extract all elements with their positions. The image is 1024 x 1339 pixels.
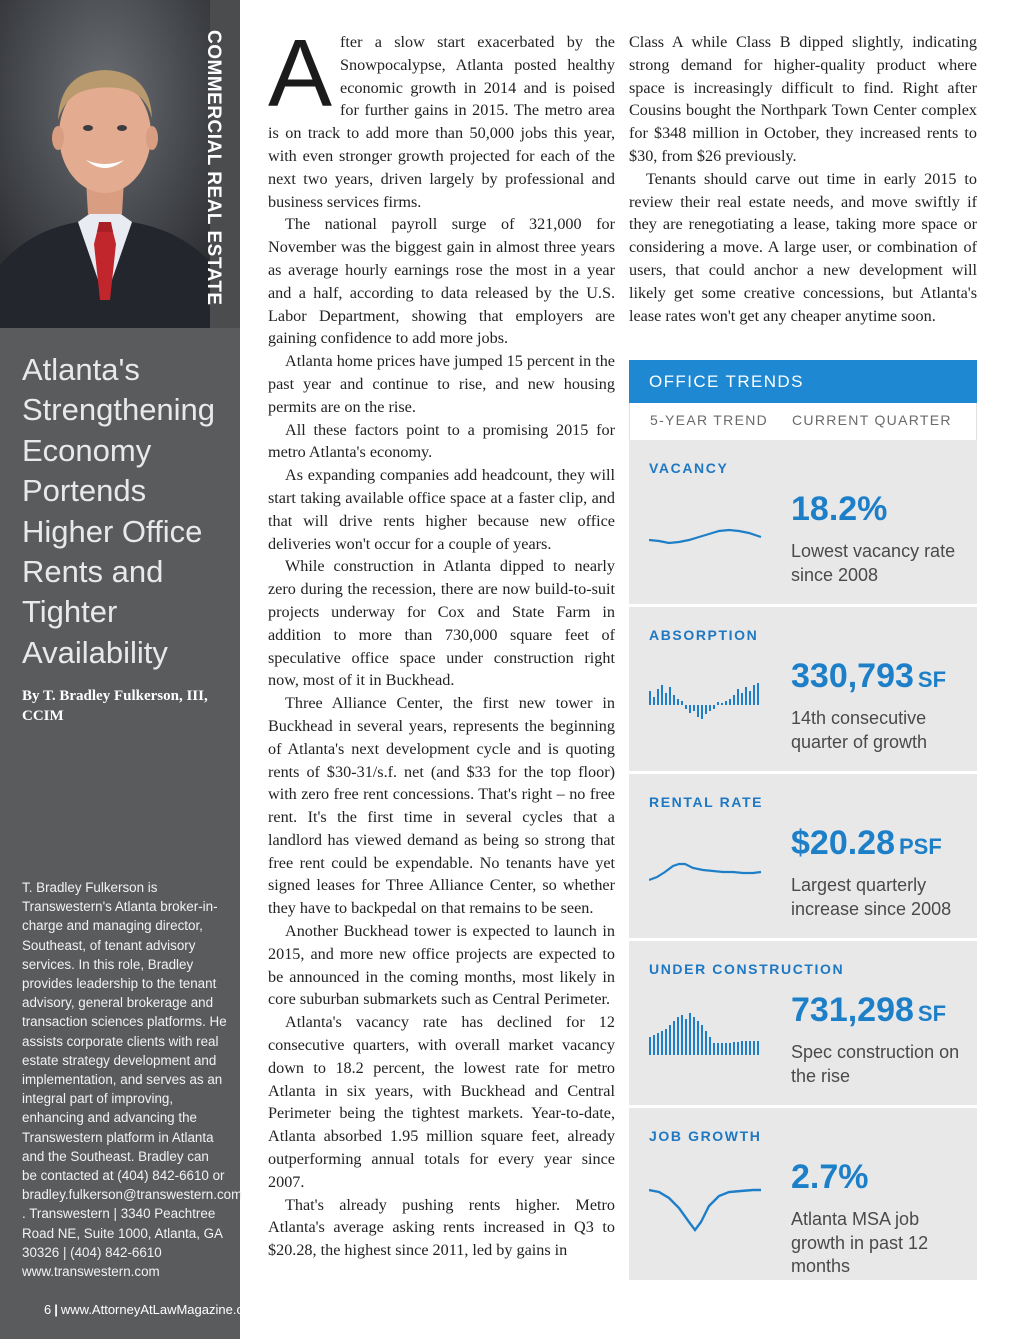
metric-description: Lowest vacancy rate since 2008 [791, 541, 956, 585]
trend-column-header: 5-YEAR TREND [650, 412, 769, 428]
magazine-url[interactable]: www.AttorneyAtLawMagazine.com [60, 1302, 262, 1317]
metric-value [791, 824, 942, 863]
rental-rate-trend-line [649, 864, 761, 880]
section-label: COMMERCIAL REAL ESTATE [203, 30, 224, 306]
value-number: 2.7% [791, 1158, 869, 1196]
value-number: 330,793 [791, 657, 914, 695]
vacancy-trend-sparkline [649, 510, 764, 560]
absorption-trend-bars [649, 677, 764, 727]
metric-value [791, 490, 891, 529]
office-trends-column-headers [629, 403, 977, 440]
value-number: 18.2% [791, 490, 888, 528]
vacancy-trend-line [649, 530, 761, 543]
value-unit: SF [917, 667, 947, 692]
footer-separator: | [54, 1302, 58, 1317]
metric-label: ABSORPTION [649, 627, 759, 643]
job-growth-trend-line [649, 1190, 761, 1230]
article-column-1 [268, 20, 615, 1262]
metric-value [791, 991, 946, 1030]
metric-description: Largest quarterly increase since 2008 [791, 875, 952, 919]
metric-value [791, 1158, 873, 1197]
article-paragraph: While construction in Atlanta dipped to nearly zero during the recession, there are now build-to-suit projects underway for Cox and State Farm in addition to more than 730,000 square feet of speculative office space under construction right now, most of it in Buckhead. [268, 557, 615, 690]
metric-under-construction [629, 941, 977, 1108]
office-trends-panel [629, 360, 977, 1280]
article-paragraph: That's already pushing rents higher. Metro Atlanta's average asking rents increased in Q3 to $20.28, the highest since 2011, led by gains in [268, 1195, 615, 1260]
article-paragraph: Tenants should carve out time in early 2015 to review their real estate needs, and move swiftly if they are renegotiating a lease, taking more space or considering a move. A large user, or combination of users, that could anchor a new development will likely get some creative concessions, but Atlanta's lease rates won't get any cheaper anytime soon. [629, 169, 977, 325]
sidebar [0, 0, 262, 1339]
author-photo [0, 0, 210, 328]
metric-description: 14th consecutive quarter of growth [791, 708, 928, 752]
page-footer [44, 1302, 261, 1317]
article-byline: By T. Bradley Fulkerson, III, CCIM [22, 688, 208, 724]
metric-label: JOB GROWTH [649, 1128, 762, 1144]
article-paragraph: Another Buckhead tower is expected to launch in 2015, and more new office projects are expected to be announced in the coming months, most likely in core suburban submarkets such as Central Perimeter. [268, 922, 615, 1009]
drop-cap: A [268, 20, 333, 127]
paragraph-text: fter a slow start exacerbated by the Snowpocalypse, Atlanta posted healthy economic growth in 2014 and is poised for further gains in 2015. The metro area is on track to add more than 50,000 jobs this year, with even stronger growth projected for each of the next two years, driven largely by professional and business services firms. [268, 33, 615, 211]
article-paragraph: Atlanta home prices have jumped 15 percent in the past year and continue to rise, and new housing permits are on the rise. [268, 352, 615, 416]
absorption-bars [649, 683, 759, 719]
value-unit: PSF [899, 834, 942, 859]
author-bio: T. Bradley Fulkerson is Transwestern's Atlanta broker-in-charge and managing director, Southeast, of tenant advisory services. In this role, Bradley provides leadership to the tenant advisory, general brokerage and transaction sciences platforms. He assists corporate clients with real estate strategy development and implementation, and serves as an integral part of improving, enhancing and advancing the Transwestern platform in Atlanta and the Southeast. Bradley can be contacted at (404) 842-6610 or bradley.fulkerson@transwestern.com . Transwestern | 3340 Peachtree Road NE, Suite 1000, Atlanta, GA 30326 | (404) 842-6610 www.transwestern.com [22, 880, 243, 1280]
metric-rental-rate [629, 774, 977, 941]
metric-description: Atlanta MSA job growth in past 12 months [791, 1209, 929, 1276]
construction-bars [649, 1013, 759, 1055]
job-growth-trend-sparkline [649, 1178, 764, 1238]
article-paragraph: Three Alliance Center, the first new tower in Buckhead in several years, represents the beginning of Atlanta's next development cycle and is quoting rents of $30-31/s.f. net (and $33 for the top floor) with zero free rent concessions. That's right – no free rent. It's the first time in several cycles that a landlord has viewed demand as being so strong that free rent could be expendable. No tenants have yet signed leases for Three Alliance Center, so whether they have to backpedal on that remains to be seen. [268, 694, 615, 918]
article-paragraph: Atlanta's vacancy rate has declined for 12 consecutive quarters, with overall market vacancy down to 18.2 percent, the lowest rate for metro Atlanta in six years, with Buckhead and Central Perimeter being the tightest markets. Year-to-date, Atlanta absorbed 1.95 million square feet, already outperforming annual totals for every year since 2007. [268, 1013, 615, 1191]
construction-trend-bars [649, 1011, 764, 1061]
article-column-2 [629, 31, 977, 327]
metric-label: UNDER CONSTRUCTION [649, 961, 845, 977]
metric-description: Spec construction on the rise [791, 1042, 960, 1086]
rental-rate-trend-sparkline [649, 844, 764, 894]
office-trends-title: OFFICE TRENDS [629, 360, 977, 403]
page-number: 6 [44, 1302, 52, 1317]
article-paragraph [268, 20, 615, 213]
value-number: $20.28 [791, 824, 895, 862]
metric-job-growth [629, 1108, 977, 1276]
article-headline: Atlanta's Strengthening Economy Portends Higher Office Rents and Tighter Availability [22, 352, 216, 670]
value-unit: SF [917, 1001, 947, 1026]
article-paragraph: Class A while Class B dipped slightly, indicating strong demand for higher-quality product where space is increasingly difficult to find. Right after Cousins bought the Northpark Town Center complex for $348 million in October, they increased rents to $30, from $26 previously. [629, 33, 977, 165]
metric-label: VACANCY [649, 460, 729, 476]
metric-label: RENTAL RATE [649, 794, 764, 810]
author-portrait-image [0, 0, 210, 328]
metric-value [791, 657, 946, 696]
article-paragraph: The national payroll surge of 321,000 for November was the biggest gain in almost three years as average hourly earnings rose the most in a year and a half, according to data released by the U.S. Labor Department, showing that employers are gaining confidence to add more jobs. [268, 215, 615, 348]
value-number: 731,298 [791, 991, 914, 1029]
current-quarter-column-header: CURRENT QUARTER [792, 412, 952, 428]
article-paragraph: As expanding companies add headcount, they will start taking available office space at a faster clip, and that will drive rents higher because new office deliveries won't occur for a couple of years. [268, 466, 615, 553]
metric-absorption [629, 607, 977, 774]
article-paragraph: All these factors point to a promising 2015 for metro Atlanta's economy. [268, 420, 615, 462]
metric-vacancy [629, 440, 977, 607]
